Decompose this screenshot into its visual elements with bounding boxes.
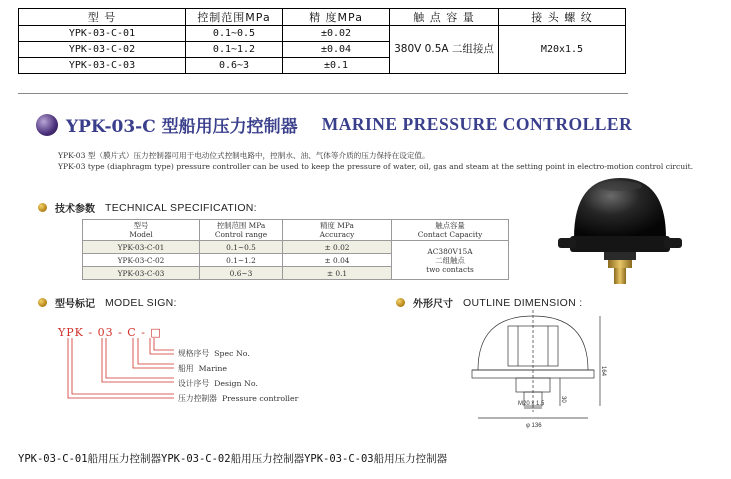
table-header-row bbox=[19, 9, 626, 26]
cell-accuracy: ±0.02 bbox=[283, 26, 390, 42]
cell-accuracy: ±0.04 bbox=[283, 42, 390, 58]
intro-en: YPK-03 type (diaphragm type) pressure controller can be used to keep the pressure of water, oil, gas and steam at the setting point in electro-motion control circuit. bbox=[58, 162, 694, 172]
title-en: MARINE PRESSURE CONTROLLER bbox=[321, 114, 633, 134]
table-header-row bbox=[83, 220, 509, 241]
dim-diameter: φ 136 bbox=[526, 423, 542, 429]
model-sign-lines bbox=[62, 332, 182, 412]
capacity-line: AC380V15A bbox=[427, 246, 473, 256]
sign-label-cn: 压力控制器 bbox=[178, 394, 217, 403]
dim-side: 30 bbox=[560, 396, 566, 403]
cell-model: YPK-03-C-02 bbox=[19, 42, 186, 58]
cell-model: YPK-03-C-01 bbox=[19, 26, 186, 42]
gold-bullet-icon bbox=[396, 298, 405, 307]
outline-drawing bbox=[458, 304, 608, 432]
header-contact: 触 点 容 量 bbox=[390, 9, 499, 26]
cell-accuracy: ± 0.1 bbox=[283, 267, 392, 280]
cell-accuracy: ±0.1 bbox=[283, 58, 390, 74]
gold-bullet-icon bbox=[38, 203, 47, 212]
cell-model: YPK-03-C-01 bbox=[83, 241, 200, 254]
header-en: Contact Capacity bbox=[417, 230, 483, 239]
cell-accuracy: ± 0.04 bbox=[283, 254, 392, 267]
table-row bbox=[19, 26, 626, 42]
capacity-line: 二组触点 bbox=[435, 255, 465, 265]
title-cn: YPK-03-C 型船用压力控制器 bbox=[66, 117, 298, 137]
table-row bbox=[83, 241, 509, 254]
purple-sphere-icon bbox=[36, 114, 58, 136]
divider bbox=[18, 93, 628, 94]
cell-model: YPK-03-C-03 bbox=[19, 58, 186, 74]
sign-label-design bbox=[178, 378, 258, 389]
header-model bbox=[83, 220, 200, 241]
header-en: Model bbox=[129, 230, 153, 239]
sign-label-cn: 规格序号 bbox=[178, 349, 210, 358]
header-accuracy: 精 度MPa bbox=[283, 9, 390, 26]
sign-label-en: Design No. bbox=[214, 379, 258, 388]
gold-bullet-icon bbox=[38, 298, 47, 307]
tech-spec-table bbox=[82, 219, 509, 280]
header-cn: 触点容量 bbox=[435, 221, 465, 230]
cell-model: YPK-03-C-02 bbox=[83, 254, 200, 267]
capacity-line: two contacts bbox=[426, 264, 474, 274]
sign-label-cn: 设计序号 bbox=[178, 379, 210, 388]
header-cn: 型号 bbox=[133, 221, 149, 230]
tech-spec-heading-cn: 技术参数 bbox=[55, 204, 95, 215]
dim-thread: M20 x 1.5 bbox=[518, 401, 545, 407]
header-en: Control range bbox=[214, 230, 268, 239]
header-range bbox=[200, 220, 283, 241]
cell-range: 0.6~3 bbox=[186, 58, 283, 74]
header-cn: 精度 MPa bbox=[320, 221, 354, 230]
sign-label-marine bbox=[178, 363, 227, 374]
cell-contact-capacity: 380V 0.5A 二组接点 bbox=[390, 26, 499, 74]
tech-spec-heading-en: TECHNICAL SPECIFICATION: bbox=[105, 201, 257, 214]
header-contact bbox=[392, 220, 509, 241]
sign-label-spec bbox=[178, 348, 250, 359]
sign-label-en: Pressure controller bbox=[221, 394, 299, 403]
sign-label-controller bbox=[178, 393, 298, 404]
product-photo bbox=[556, 174, 682, 286]
cell-accuracy: ± 0.02 bbox=[283, 241, 392, 254]
header-accuracy bbox=[283, 220, 392, 241]
model-sign-heading-en: MODEL SIGN: bbox=[105, 296, 177, 309]
cell-range: 0.1~0.5 bbox=[186, 26, 283, 42]
intro-text bbox=[36, 150, 696, 172]
intro-cn: YPK-03 型（膜片式）压力控制器可用于电动位式控制电路中，控制水、油、气体等介质的压力保持在设定值。 bbox=[58, 151, 430, 160]
image-caption: YPK-03-C-01船用压力控制器YPK-03-C-02船用压力控制器YPK-03-C-03船用压力控制器 bbox=[18, 453, 448, 465]
cell-model: YPK-03-C-03 bbox=[83, 267, 200, 280]
cell-range: 0.1~1.2 bbox=[186, 42, 283, 58]
header-en: Accuracy bbox=[319, 230, 355, 239]
spec-table-top bbox=[18, 8, 626, 74]
catalog-image bbox=[30, 108, 702, 438]
cell-range: 0.6~3 bbox=[200, 267, 283, 280]
model-sign-heading bbox=[38, 295, 177, 310]
outline-heading-cn: 外形尺寸 bbox=[413, 299, 453, 310]
header-range: 控制范围MPa bbox=[186, 9, 283, 26]
header-cn: 控制范围 MPa bbox=[216, 221, 266, 230]
catalog-title bbox=[36, 112, 632, 137]
cell-range: 0.1~1.2 bbox=[200, 254, 283, 267]
sign-label-en: Marine bbox=[198, 364, 228, 373]
header-thread: 接 头 螺 纹 bbox=[499, 9, 626, 26]
sign-label-en: Spec No. bbox=[214, 349, 250, 358]
sign-label-cn: 船用 bbox=[178, 364, 194, 373]
model-sign-heading-cn: 型号标记 bbox=[55, 299, 95, 310]
cell-range: 0.1~0.5 bbox=[200, 241, 283, 254]
cell-thread: M20x1.5 bbox=[499, 26, 626, 74]
model-code: YPK - 03 - C - □ bbox=[58, 326, 162, 339]
tech-spec-heading bbox=[38, 200, 257, 215]
outline-heading-en: OUTLINE DIMENSION : bbox=[463, 296, 583, 309]
cell-contact-capacity bbox=[392, 241, 509, 280]
header-model: 型 号 bbox=[19, 9, 186, 26]
dim-height: 164 bbox=[600, 366, 606, 377]
